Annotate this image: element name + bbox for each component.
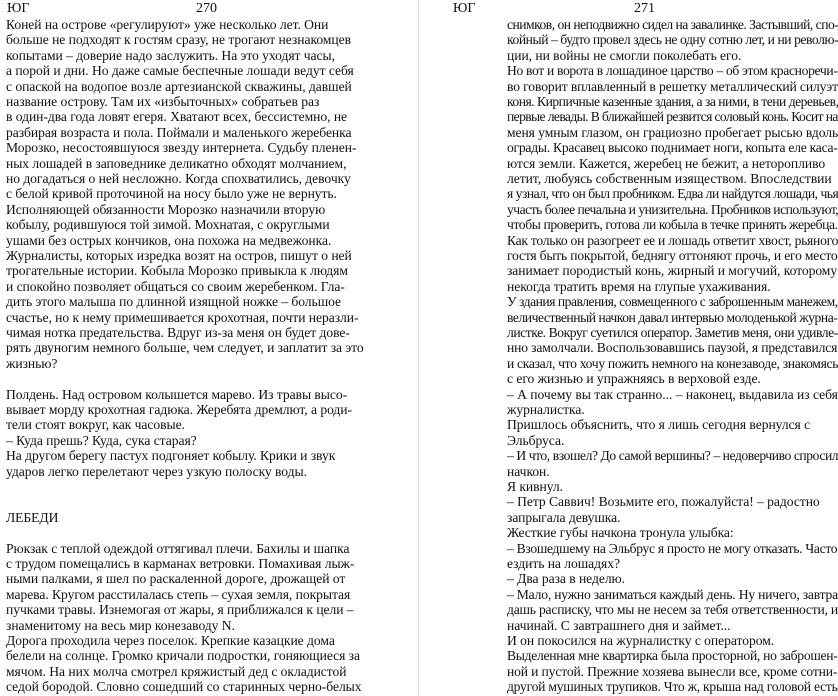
left-text-line: счастье, но к нему примешивается крохотная, почти неразли- bbox=[6, 309, 359, 325]
right-text-line: Как только он разогреет ее и лошадь ответит хвост, рьяного bbox=[507, 232, 838, 248]
left-text-line: Исполняющей обязанности Морозко назначили вторую bbox=[6, 201, 326, 217]
right-text-line: ездить на лошадях? bbox=[507, 556, 620, 571]
right-text-line: листке. Вокруг суетился оператор. Заметив меня, они удивле- bbox=[507, 325, 838, 340]
left-page-number: 270 bbox=[196, 1, 217, 16]
right-text-line: – Мало, нужно заниматься каждый день. Ну ничего, завтра bbox=[507, 586, 838, 602]
right-text-line: занимает породистый конь, жирный и могучий, которому bbox=[507, 263, 838, 279]
right-text-line: – Взошедшему на Эльбрус я просто не могу отказать. Часто bbox=[507, 540, 838, 556]
right-text-line: журналистка. bbox=[507, 402, 585, 417]
right-text-line: с его жизнью и упражняясь в верховой езде. bbox=[507, 371, 761, 387]
right-text-line: участь более печальна и унизительна. Пробников используют, bbox=[507, 201, 838, 217]
left-text-line: чимая нотка предательства. Вдруг из-за меня он будет дове- bbox=[6, 325, 350, 340]
right-text-line: первые левады. В ближайшей резвится соловый конь. Косит на bbox=[507, 109, 838, 125]
right-text-line: величественный начкон давал интервью молоденькой журна- bbox=[507, 309, 838, 325]
left-text-line: знаменитому на весь мир конезаводу N. bbox=[6, 617, 235, 633]
left-text-line: но догадаться о ней несложно. Когда спохватились, девочку bbox=[6, 171, 351, 186]
left-text-line: Журналисты, которых изредка возят на остров, пишут о ней bbox=[6, 248, 352, 263]
right-text-line: – А почему вы так странно... – наконец, выдавила из себя bbox=[507, 386, 838, 402]
right-text-line: во говорит вплавленный в решетку металлический силуэт bbox=[507, 78, 838, 94]
left-text-line: марева. Кругом расстилалась степь – сухая земля, покрытая bbox=[6, 586, 351, 602]
right-text-line: меня умным глазом, он грациозно пробегает рысью вдоль bbox=[507, 124, 838, 140]
left-text-line: жизнью? bbox=[6, 355, 58, 371]
left-text-line: На другом берегу пастух подгоняет кобылу. Крики и звук bbox=[6, 448, 336, 464]
right-text-line: некогда тратить время на глупые ухаживания. bbox=[507, 278, 771, 294]
left-text-line: а порой и дни. Но даже самые беспечные лошади ведут себя bbox=[6, 63, 354, 79]
left-text-line: Полдень. Над островом колышется марево. Из травы высо- bbox=[6, 386, 348, 402]
left-text-line: дить этого малыша по длинной изящной ножке – большое bbox=[6, 294, 342, 310]
left-text-line: пучками травы. Изнемогая от жары, я приближался к цели – bbox=[6, 602, 354, 618]
left-text-line: больше не подходят к гостям сразу, не трогают незнакомцев bbox=[6, 32, 351, 48]
left-text-line: белели на солнце. Громко кричали подростки, гоняющиеся за bbox=[6, 648, 360, 664]
right-text-line: Выделенная мне квартирка была просторной, но заброшен- bbox=[507, 648, 838, 664]
left-text-line: с белой кривой проточиной на носу было уже не вернуть. bbox=[6, 186, 337, 202]
right-text-line: снимков, он неподвижно сидел на завалинке. Застывший, спо- bbox=[507, 17, 838, 32]
right-text-line: другой мушиных трупиков. Что ж, крыша над головой есть bbox=[507, 679, 838, 695]
left-text-line: тели стоят вокруг, как часовые. bbox=[6, 417, 185, 433]
right-text-line: коня. Кирпичные казенные здания, а за ними, в тени деревьев, bbox=[507, 94, 838, 109]
left-text-line: – Куда прешь? Куда, сука старая? bbox=[6, 432, 197, 448]
right-text-line: запрыгала девушка. bbox=[507, 509, 621, 525]
left-text-line: в один-два года ловят егеря. Хватают всех, бессистемно, не bbox=[6, 109, 348, 125]
right-text-line: – Петр Саввич! Возьмите его, пожалуйста! – радостно bbox=[507, 494, 820, 510]
right-text-line: и сказал, что хочу пожить немного на конезаводе, знакомясь bbox=[507, 355, 838, 371]
left-text-line: с опаской на водопое возле артезианской скважины, давшей bbox=[6, 78, 352, 94]
right-text-line: летит, любуясь собственным изяществом. Впоследствии bbox=[507, 171, 832, 186]
right-text-line: койный – будто провел здесь не одну сотню лет, и ни револю- bbox=[507, 32, 838, 48]
right-text-line: Жесткие губы начкона тронула улыбка: bbox=[507, 525, 734, 541]
right-text-line: дашь расписку, что мы не несем за тебя ответственности, и bbox=[507, 602, 838, 618]
left-text-line: с трудом помещались в карманах ветровки. Помахивая лыж- bbox=[6, 556, 355, 571]
left-text-line: Дорога проходила через поселок. Крепкие казацкие дома bbox=[6, 633, 335, 648]
right-text-line: я узнал, что он был пробником. Едва ли найдутся лошади, чья bbox=[507, 186, 838, 202]
left-text-line: Коней на острове «регулируют» уже несколько лет. Они bbox=[6, 17, 329, 32]
right-page bbox=[419, 0, 838, 696]
right-text-line: чтобы проверить, готова ли кобыла в течке принять жеребца. bbox=[507, 217, 838, 233]
left-text-line: разбирая возраста и пола. Поймали и маленького жеребенка bbox=[6, 124, 352, 140]
left-text-line: мячом. На них молча смотрел кряжистый дед с окладистой bbox=[6, 663, 347, 679]
left-text-line: ных лошадей в заповеднике деликатно обходят молчанием, bbox=[6, 155, 347, 171]
left-text-line: седой бородой. Словно сошедший со старинных черно-белых bbox=[6, 679, 362, 695]
left-text-line: трогательные истории. Кобыла Морозко привыкла к людям bbox=[6, 263, 348, 279]
right-text-line: – Два раза в неделю. bbox=[507, 571, 626, 587]
right-text-line: Пришлось объяснить, что я лишь сегодня вернулся с bbox=[507, 417, 811, 433]
left-text-line: кобылу, родившуюся той зимой. Мохнатая, с округлыми bbox=[6, 217, 330, 233]
right-text-line: начкон. bbox=[507, 463, 550, 479]
left-text-line: рять двуногим немного больше, чем следует, и заплатит за это bbox=[6, 340, 364, 356]
right-running-head: ЮГ bbox=[453, 1, 476, 16]
right-text-line: Эльбруса. bbox=[507, 432, 565, 448]
right-text-line: ции, ни войны не смогли поколебать его. bbox=[507, 47, 742, 63]
left-running-head: ЮГ bbox=[7, 1, 30, 16]
right-text-line: – И что, взошел? До самой вершины? – недоверчиво спросил bbox=[507, 448, 838, 464]
right-text-line: нно замолчали. Воспользовавшись паузой, я представился bbox=[507, 340, 838, 356]
left-text-line: и спокойно позволяет общаться со своим жеребенком. Гла- bbox=[6, 278, 345, 294]
right-text-line: начинай. С завтрашнего дня и займет... bbox=[507, 617, 731, 633]
left-text-line: Рюкзак с теплой одеждой оттягивал плечи. Бахилы и шапка bbox=[6, 540, 350, 556]
right-text-line: ограды. Красавец высоко поднимает ноги, копыта еле каса- bbox=[507, 140, 838, 156]
right-text-line: ной и пустой. Прежние хозяева вынесли все, кроме сотни- bbox=[507, 663, 838, 679]
right-text-line: гостя быть покрытой, беднягу оттоняют прочь, и его место bbox=[507, 248, 838, 263]
left-text-line: ударов легко перелетают через узкую полоску воды. bbox=[6, 463, 307, 479]
left-text-line: название острову. Там их «избыточных» собратьев раз bbox=[6, 94, 320, 109]
left-text-line: ЛЕБЕДИ bbox=[6, 509, 59, 525]
left-text-line: ушами без острых кончиков, она похожа на медвежонка. bbox=[6, 232, 332, 248]
right-text-line: Я кивнул. bbox=[507, 479, 563, 494]
left-text-line: вывает морду крохотная гадюка. Жеребята дремлют, а роди- bbox=[6, 402, 352, 417]
right-text-line: И он покосился на журналистку с оператором. bbox=[507, 633, 775, 648]
right-text-line: У здания правления, совмещенного с заброшенным манежем, bbox=[507, 294, 838, 310]
right-page-number: 271 bbox=[634, 1, 655, 16]
right-text-line: ются земли. Кажется, жеребец не бежит, а неторопливо bbox=[507, 155, 826, 171]
left-text-line: ными палками, я шел по раскаленной дороге, дрожащей от bbox=[6, 571, 346, 587]
left-text-line: Морозко, несостоявшуюся звезду интернета. Судьбу пленен- bbox=[6, 140, 357, 156]
left-text-line: копытами – доверие надо заслужить. На это уходят часы, bbox=[6, 47, 335, 63]
right-text-line: Но вот и ворота в лошадиное царство – об этом красноречи- bbox=[507, 63, 838, 79]
